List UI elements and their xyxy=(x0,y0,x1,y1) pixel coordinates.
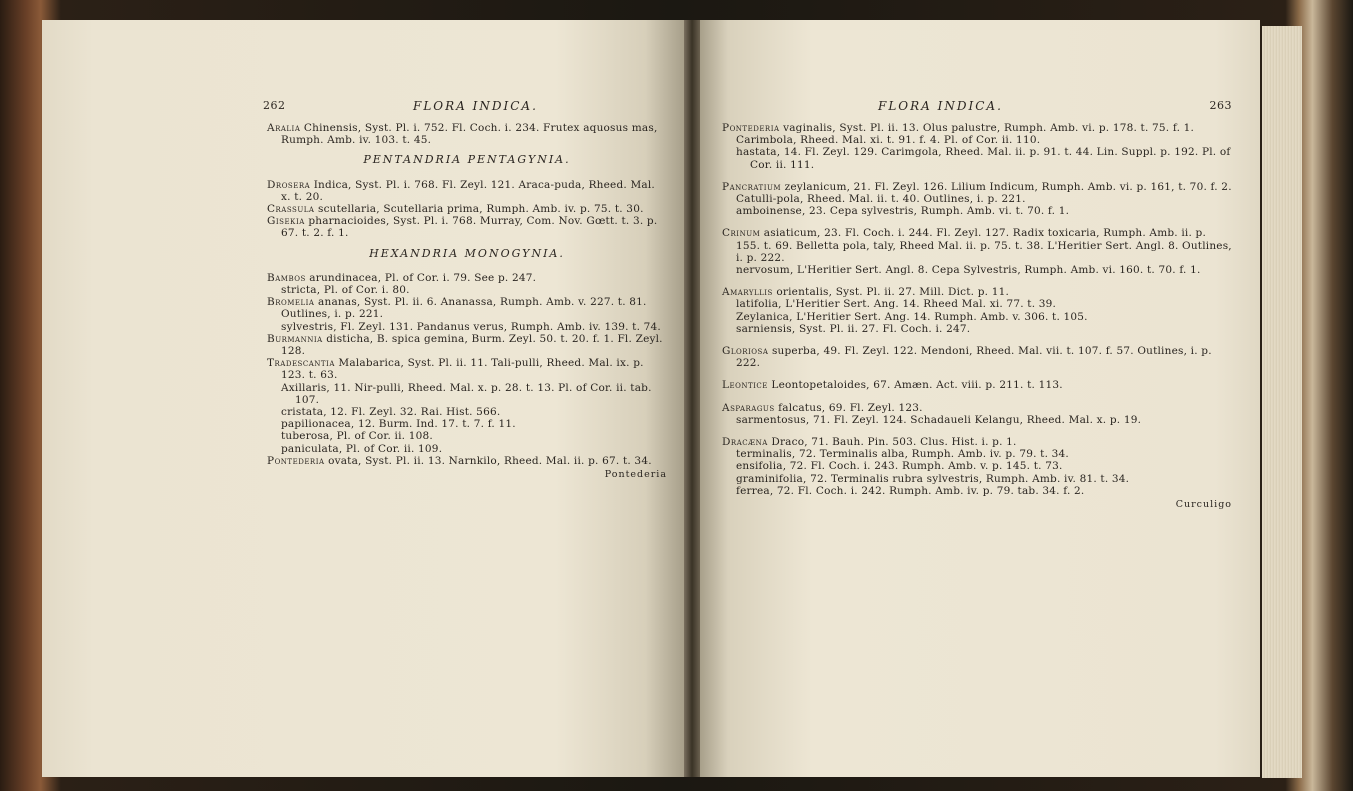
species-entry xyxy=(267,203,667,215)
species-subentry: papilionacea, 12. Burm. Ind. 17. t. 7. f. 11. xyxy=(281,418,516,431)
species-subentry: sylvestris, Fl. Zeyl. 131. Pandanus verus, Rumph. Amb. iv. 139. t. 74. xyxy=(281,320,661,333)
genus-name: Crassula xyxy=(267,203,315,216)
entry-text: vaginalis, Syst. Pl. ii. 13. Olus palustre, Rumph. Amb. vi. p. 178. t. 75. f. 1. Carimbola, Rheed. Mal. xi. t. 91. f. 4. Pl. of Cor. ii. 110. xyxy=(736,122,1195,147)
genus-name: Aralia xyxy=(267,122,301,134)
entry-text: Leontopetaloides, 67. Amæn. Act. viii. p. 211. t. 113. xyxy=(767,379,1063,392)
species-entry xyxy=(267,357,667,381)
section-heading: HEXANDRIA MONOGYNIA. xyxy=(369,246,565,260)
species-subentry: Zeylanica, L'Heritier Sert. Ang. 14. Rumph. Amb. v. 306. t. 105. xyxy=(736,310,1088,323)
genus-name: Amaryllis xyxy=(722,286,773,299)
species-entry xyxy=(267,215,667,239)
running-title-right: FLORA INDICA. xyxy=(878,99,1003,113)
genus-name: Giseкia xyxy=(267,215,305,228)
species-subentry: latifolia, L'Heritier Sert. Ang. 14. Rheed Mal. xi. 77. t. 39. xyxy=(736,298,1057,311)
species-entry xyxy=(722,345,1232,369)
entry-text: pharnacioides, Syst. Pl. i. 768. Murray, Com. Nov. Gœtt. t. 3. p. 67. t. 2. f. 1. xyxy=(281,215,658,240)
entry-gap xyxy=(722,276,1232,286)
species-subentry: nervosum, L'Heritier Sert. Angl. 8. Cepa Sylvestris, Rumph. Amb. vi. 160. t. 70. f. 1. xyxy=(736,264,1201,277)
species-subentry: paniculata, Pl. of Cor. ii. 109. xyxy=(281,442,443,455)
genus-name: Pontederia xyxy=(267,454,325,467)
entry-text: Indica, Syst. Pl. i. 768. Fl. Zeyl. 121. Araca-puda, Rheed. Mal. x. t. 20. xyxy=(281,178,655,203)
species-subentry: ensifolia, 72. Fl. Coch. i. 243. Rumph. Amb. v. p. 145. t. 73. xyxy=(736,460,1063,473)
catchword: Pontederia xyxy=(604,469,667,481)
entry-text: scutellaria, Scutellaria prima, Rumph. Amb. iv. p. 75. t. 30. xyxy=(314,203,644,216)
genus-name: Pontederia xyxy=(722,122,780,134)
entry-text: arundinacea, Pl. of Cor. i. 79. See p. 247. xyxy=(305,271,537,284)
species-entry xyxy=(267,296,667,320)
species-subentry: ferrea, 72. Fl. Coch. i. 242. Rumph. Amb. iv. p. 79. tab. 34. f. 2. xyxy=(736,484,1085,497)
species-entry xyxy=(267,272,667,284)
running-head-right xyxy=(722,100,1232,122)
species-entry xyxy=(722,181,1232,205)
species-subentry: hastata, 14. Fl. Zeyl. 129. Carimgola, Rheed. Mal. ii. p. 91. t. 44. Lin. Suppl. p. 192. Pl. of Cor. ii. 111. xyxy=(736,146,1231,171)
species-subentry: stricta, Pl. of Cor. i. 80. xyxy=(281,284,410,297)
book-gutter xyxy=(684,20,700,777)
entry-text: Malabarica, Syst. Pl. ii. 11. Tali-pulli, Rheed. Mal. ix. p. 123. t. 63. xyxy=(281,357,644,382)
genus-name: Bambos xyxy=(267,271,306,284)
species-subentry: cristata, 12. Fl. Zeyl. 32. Rai. Hist. 566. xyxy=(281,406,501,419)
genus-name: Leontice xyxy=(722,379,768,392)
species-entry xyxy=(722,436,1232,448)
section-heading: PENTANDRIA PENTAGYNIA. xyxy=(363,153,571,167)
genus-name: Dracæna xyxy=(722,436,768,449)
genus-name: Burmannia xyxy=(267,332,323,345)
right-page-text xyxy=(722,100,1232,511)
species-entry xyxy=(267,455,667,467)
genus-name: Bromelia xyxy=(267,296,315,309)
entry-gap xyxy=(722,171,1232,181)
species-entry xyxy=(267,122,667,146)
entry-text: ananas, Syst. Pl. ii. 6. Ananassa, Rumph. Amb. v. 227. t. 81. Outlines, i. p. 221. xyxy=(281,296,647,321)
genus-name: Drosera xyxy=(267,178,311,191)
page-edges xyxy=(1262,26,1302,778)
genus-name: Gloriosa xyxy=(722,345,769,358)
entry-text: falcatus, 69. Fl. Zeyl. 123. xyxy=(774,401,923,414)
genus-name: Tradescantia xyxy=(267,357,335,370)
left-page xyxy=(42,20,684,777)
species-entry xyxy=(722,402,1232,414)
left-page-text xyxy=(263,99,667,481)
entry-text: superba, 49. Fl. Zeyl. 122. Mendoni, Rheed. Mal. vii. t. 107. f. 57. Outlines, i. p. 222. xyxy=(736,345,1212,370)
entry-text: zeylanicum, 21. Fl. Zeyl. 126. Lilium Indicum, Rumph. Amb. vi. p. 161, t. 70. f. 2. Catulli-pola, Rheed. Mal. ii. t. 40. Outlines, i. p. 221. xyxy=(736,180,1232,206)
running-title-left: FLORA INDICA. xyxy=(413,99,538,113)
species-subentry: terminalis, 72. Terminalis alba, Rumph. Amb. iv. p. 79. t. 34. xyxy=(736,448,1069,461)
entry-text: Draco, 71. Bauh. Pin. 503. Clus. Hist. i. p. 1. xyxy=(767,436,1017,449)
species-subentry: amboinense, 23. Cepa sylvestris, Rumph. Amb. vi. t. 70. f. 1. xyxy=(736,205,1070,218)
entry-text: disticha, B. spica gemina, Burm. Zeyl. 50. t. 20. f. 1. Fl. Zeyl. 128. xyxy=(281,332,663,358)
entry-gap xyxy=(722,369,1232,379)
entry-text: Chinensis, Syst. Pl. i. 752. Fl. Coch. i. 234. Frutex aquosus mas, Rumph. Amb. iv. 103. t. 45. xyxy=(281,122,658,147)
species-subentry: tuberosa, Pl. of Cor. ii. 108. xyxy=(281,430,433,443)
genus-name: Pancratium xyxy=(722,180,782,193)
species-subentry: graminifolia, 72. Terminalis rubra sylvestris, Rumph. Amb. iv. 81. t. 34. xyxy=(736,472,1130,485)
species-entry xyxy=(267,333,667,357)
entry-text: orientalis, Syst. Pl. ii. 27. Mill. Dict. p. 11. xyxy=(772,286,1009,299)
catchword: Curculigo xyxy=(1175,499,1232,511)
species-entry xyxy=(722,122,1232,146)
genus-name: Asparagus xyxy=(722,401,775,414)
entry-gap xyxy=(722,217,1232,227)
page-number-right: 263 xyxy=(1209,99,1232,112)
genus-name: Crinum xyxy=(722,227,761,240)
species-entry xyxy=(267,179,667,203)
page-number-left: 262 xyxy=(263,99,286,112)
entry-text: asiaticum, 23. Fl. Coch. i. 244. Fl. Zeyl. 127. Radix toxicaria, Rumph. Amb. ii. p. 155. t. 69. Belletta pola, taly, Rheed Mal. ii. p. 75. t. 38. L'Heritier Sert. Angl. 8. Outlines, i. p. 222. xyxy=(736,227,1232,264)
species-entry xyxy=(722,379,1232,391)
right-page xyxy=(700,20,1260,777)
species-entry xyxy=(722,286,1232,298)
species-subentry: Axillaris, 11. Nir-pulli, Rheed. Mal. x. p. 28. t. 13. Pl. of Cor. ii. tab. 107. xyxy=(281,381,652,406)
entry-text: ovata, Syst. Pl. ii. 13. Narnkilo, Rheed. Mal. ii. p. 67. t. 34. xyxy=(324,454,652,467)
species-subentry: sarniensis, Syst. Pl. ii. 27. Fl. Coch. i. 247. xyxy=(736,322,971,335)
entry-gap xyxy=(722,426,1232,436)
entry-gap xyxy=(722,335,1232,345)
running-head-left xyxy=(263,99,667,122)
entry-gap xyxy=(722,392,1232,402)
species-entry xyxy=(722,227,1232,264)
species-subentry: sarmentosus, 71. Fl. Zeyl. 124. Schadaueli Kelangu, Rheed. Mal. x. p. 19. xyxy=(736,413,1142,426)
